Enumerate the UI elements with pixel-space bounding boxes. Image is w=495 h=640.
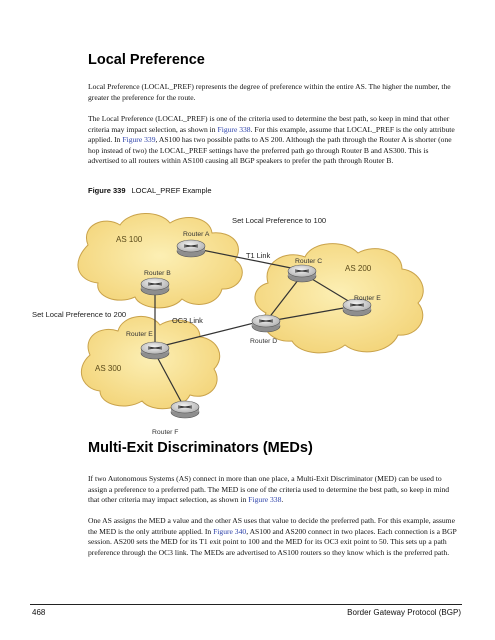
router-e-left-icon xyxy=(141,342,169,359)
figure-340-link[interactable]: Figure 340 xyxy=(213,526,247,536)
figure-title: LOCAL_PREF Example xyxy=(131,186,212,195)
router-d-icon xyxy=(252,315,280,332)
paragraph-text: , AS100 and AS200 connect in two places. Each connection is a BGP session. AS200 sets the MED for its T1 exit point to 100 and the MED for its OC3 exit point to 50. This sets up a path preference through the OC3 link. The MEDs are advertised to AS100 routers so they know which is the preferred path. xyxy=(88,526,457,557)
paragraph-local-pref-definition xyxy=(88,82,460,103)
figure-caption xyxy=(88,186,212,195)
router-b-icon xyxy=(141,278,169,295)
paragraph-text: One AS assigns the MED a value and the other AS uses that value to decide the preferred path. For this example, assume the MED is the only attribute applied. In xyxy=(88,516,455,536)
router-e-right-label: Router E xyxy=(354,295,381,302)
router-f-label: Router F xyxy=(152,429,179,435)
page-number: 468 xyxy=(32,608,46,617)
as200-label: AS 200 xyxy=(345,264,372,273)
set-pref-200-label: Set Local Preference to 200 xyxy=(32,310,127,319)
figure-338-link[interactable]: Figure 338 xyxy=(248,495,282,505)
oc3-link-label: OC3 Link xyxy=(172,316,203,325)
figure-339-link[interactable]: Figure 339 xyxy=(122,135,156,145)
router-c-icon xyxy=(288,265,316,282)
router-f-icon xyxy=(171,401,199,418)
section-heading-local-preference: Local Preference xyxy=(88,52,205,68)
section-heading-meds: Multi-Exit Discriminators (MEDs) xyxy=(88,440,313,456)
router-c-label: Router C xyxy=(295,258,323,265)
set-pref-100-label: Set Local Preference to 100 xyxy=(232,216,327,225)
router-d-label: Router D xyxy=(250,338,278,345)
as200-cloud xyxy=(255,244,423,353)
paragraph-med-definition xyxy=(88,474,460,506)
paragraph-med-example xyxy=(88,516,460,558)
paragraph-text: If two Autonomous Systems (AS) connect in more than one place, a Multi-Exit Discriminator (MED) can be used to assign a preference to a preferred path. The MED is one of the criteria used to determine the best path, so keep in mind that other criteria may impact selection, as shown in xyxy=(88,474,450,505)
router-a-label: Router A xyxy=(183,231,210,238)
paragraph-text: Local Preference (LOCAL_PREF) represents the degree of preference within the entire AS. The higher the number, the greater the preference for the route. xyxy=(88,82,451,102)
paragraph-text: , AS100 has two possible paths to AS 200. Although the path through the Router A is shorter (one hop instead of two) the LOCAL_PREF settings have the preferred path go through Router B and AS300. This is advertised to all routers within AS100 causing all BGP speakers to prefer the path through Router B. xyxy=(88,135,452,166)
figure-338-link[interactable]: Figure 338 xyxy=(217,124,251,134)
footer-rule xyxy=(30,604,462,605)
t1-link-label: T1 Link xyxy=(246,251,271,260)
router-b-label: Router B xyxy=(144,270,171,277)
paragraph-text: . xyxy=(281,495,284,505)
router-a-icon xyxy=(177,240,205,257)
router-e-left-label: Router E xyxy=(126,331,153,338)
paragraph-local-pref-example xyxy=(88,114,460,167)
footer-title: Border Gateway Protocol (BGP) xyxy=(347,608,461,617)
local-pref-diagram xyxy=(0,205,495,435)
as100-label: AS 100 xyxy=(116,235,143,244)
as300-label: AS 300 xyxy=(95,364,122,373)
paragraph-text: . For this example, assume that LOCAL_PREF is the only attribute applied. In xyxy=(88,124,455,145)
paragraph-text: The Local Preference (LOCAL_PREF) is one of the criteria used to determine the best path, so keep in mind that other criteria may impact selection, as shown in xyxy=(88,114,450,134)
figure-number: Figure 339 xyxy=(88,186,126,195)
